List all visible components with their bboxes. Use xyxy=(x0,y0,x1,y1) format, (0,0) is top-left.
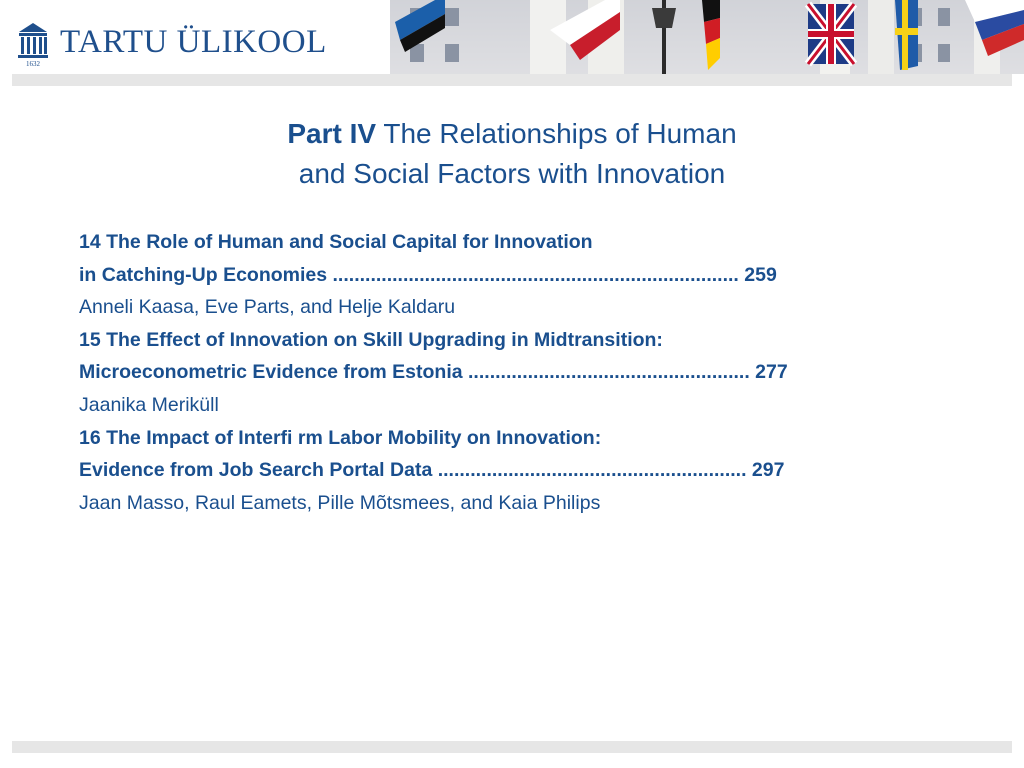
flags-in-front-of-building-photo xyxy=(390,0,1024,74)
header xyxy=(0,0,1024,74)
chapter-15-authors: Jaanika Meriküll xyxy=(79,393,219,416)
chapter-14-title-line-1: 14 The Role of Human and Social Capital for Innovation xyxy=(79,231,593,253)
logo-text: TARTU ÜLIKOOL xyxy=(60,24,327,60)
title-line-2: and Social Factors with Innovation xyxy=(298,158,726,189)
chapter-15-title-line-2: Microeconometric Evidence from Estonia .................................................... 277 xyxy=(79,361,788,384)
table-of-contents xyxy=(79,226,959,519)
chapter-14-title-line-2: in Catching-Up Economies ........................................................................... 259 xyxy=(79,263,777,286)
chapter-15-title-line-1: 15 The Effect of Innovation on Skill Upgrading in Midtransition: xyxy=(79,328,663,351)
title-line-1 xyxy=(0,114,1024,154)
chapter-14-authors: Anneli Kaasa, Eve Parts, and Helje Kaldaru xyxy=(79,296,456,319)
header-divider xyxy=(12,74,1012,86)
chapter-16-title-line-2: Evidence from Job Search Portal Data ......................................................... 297 xyxy=(79,459,785,482)
footer-divider xyxy=(12,741,1012,753)
part-label: Part IV xyxy=(287,118,377,149)
title-text-1: The Relationships of Human xyxy=(383,118,737,149)
page-title xyxy=(0,114,1024,194)
chapter-16-title-line-1: 16 The Impact of Interfi rm Labor Mobility on Innovation: xyxy=(79,426,602,449)
crest-year: 1632 xyxy=(26,60,40,67)
university-building-crest-icon xyxy=(17,21,49,67)
university-logo xyxy=(0,0,390,74)
chapter-16-authors: Jaan Masso, Raul Eamets, Pille Mõtsmees, and Kaia Philips xyxy=(79,491,601,514)
